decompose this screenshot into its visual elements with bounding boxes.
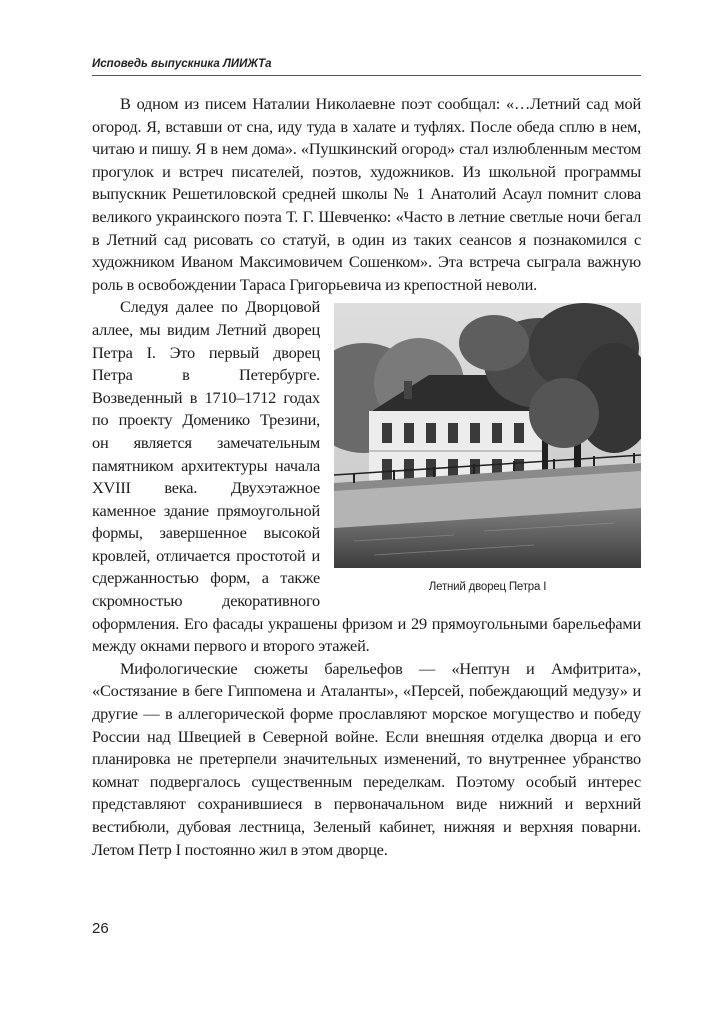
- figure: [334, 303, 641, 599]
- summer-palace-photo: [334, 303, 641, 568]
- paragraph-1: В одном из писем Наталии Николаевне поэт сообщал: «…Летний сад мой огород. Я, вставши от сна, иду туда в халате и туфлях. После обеда сплю в нем, читаю и пишу. Я в нем дома». «Пушкинский огород» стал излюбленным местом прогулок и встреч писателей, поэтов, художников. Из школьной программы выпускник Решетиловской средней школы № 1 Анатолий Асаул помнит слова великого украинского поэта Т. Г. Шевченко: «Часто в летние светлые ночи бегал в Летний сад рисовать со статуй, в один из таких сеансов я познакомился с художником Иваном Максимовичем Сошенком». Эта встреча сыграла важную роль в освобождении Тараса Григорьевича из крепостной неволи.: [92, 94, 641, 294]
- paragraph-2: Следуя далее по Дворцовой аллее, мы видим Летний дворец Петра I. Это первый дворец Петра в Петербурге. Возведенный в 1710–1712 годах по проекту Доменико Трезини, он является замечательным памятником архитектуры начала XVIII века. Двухэтажное каменное здание прямоугольной формы, завершенное высокой кровлей, отличается простотой и сдержанностью форм, а также скромностью декоративного оформления. Его фасады украшены фризом и 29 прямоугольными барельефами между окнами первого и второго этажей.: [92, 297, 641, 656]
- figure-caption: Летний дворец Петра I: [428, 581, 547, 594]
- running-header: Исповедь выпускника ЛИИЖТа: [92, 58, 272, 70]
- header-rule: [92, 75, 641, 76]
- page-number: 26: [92, 920, 109, 937]
- paragraph-3: Мифологические сюжеты барельефов — «Нептун и Амфитрита», «Состязание в беге Гиппомена и Аталанты», «Персей, побеждающий медузу» и другие — в аллегорической форме прославляют морское могущество и победу России над Швецией в Северной войне. Если внешняя отделка дворца и его планировка не претерпели значительных изменений, то внутреннее убранство комнат подвергалось существенным переделкам. Поэтому особый интерес представляют сохранившиеся в первоначальном виде нижний и верхний вестибюли, дубовая лестница, Зеленый кабинет, нижняя и верхняя поварни. Летом Петр I постоянно жил в этом дворце.: [92, 658, 641, 859]
- body-text: [92, 93, 641, 861]
